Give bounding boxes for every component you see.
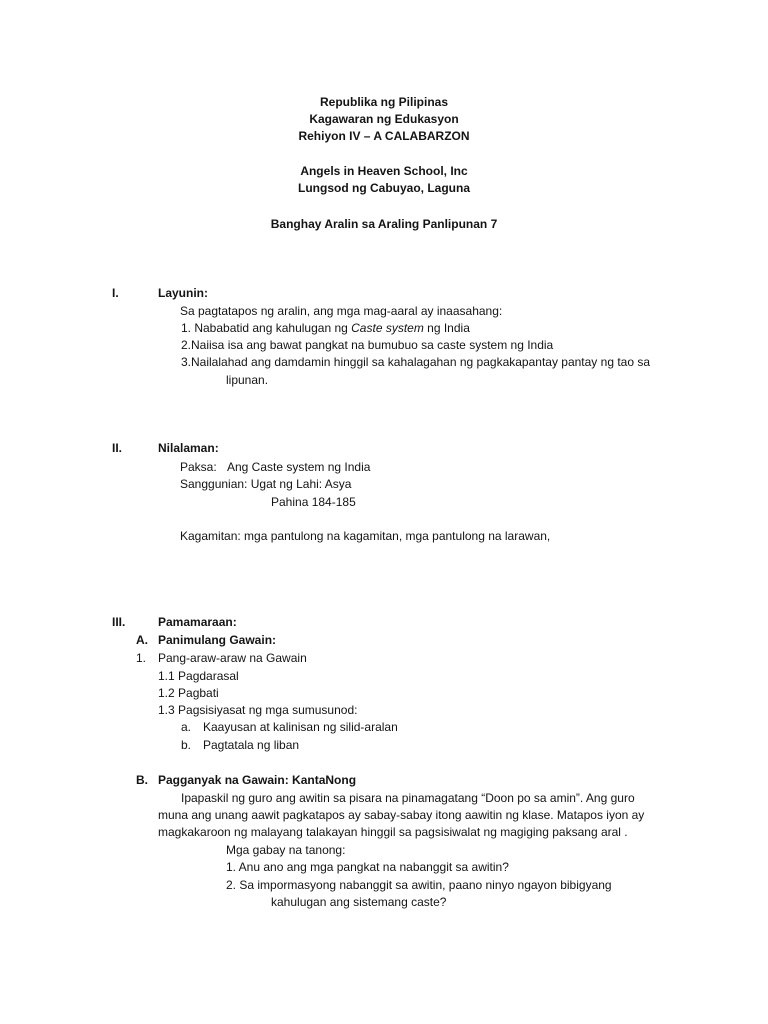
paksa-label: Paksa: xyxy=(180,460,217,474)
section1-numeral: I. xyxy=(112,286,119,300)
section3-numeral: III. xyxy=(112,615,126,629)
objective-3-line1: 3.Nailalahad ang damdamin hinggil sa kahalagahan ng pagkakapantay pantay ng tao sa xyxy=(181,355,651,369)
school-name: Angels in Heaven School, Inc xyxy=(300,164,468,178)
department-line: Kagawaran ng Edukasyon xyxy=(309,112,459,126)
guide-question-2-line2: kahulugan ang sistemang caste? xyxy=(271,895,447,909)
item1-text: Pang-araw-araw na Gawain xyxy=(158,651,307,665)
activity-paragraph-line3: magkakaroon ng malayang talakayan hinggil sa pagsisiwalat ng magiging paksang aral . xyxy=(158,825,628,839)
subitem-1-3: 1.3 Pagsisiyasat ng mga sumusunod: xyxy=(158,703,358,717)
objective-2: 2.Naiisa isa ang bawat pangkat na bumubuo sa caste system ng India xyxy=(181,338,554,352)
part-a-letter: A. xyxy=(136,633,148,647)
sanggunian-line: Sanggunian: Ugat ng Lahi: Asya xyxy=(180,477,352,491)
objective-1-suffix: ng India xyxy=(423,321,470,335)
subitem-b-text: Pagtatala ng liban xyxy=(203,738,300,752)
objectives-intro: Sa pagtatapos ng aralin, ang mga mag-aaral ay inaasahang: xyxy=(180,304,503,318)
section1-heading: Layunin: xyxy=(158,286,208,300)
section2-numeral: II. xyxy=(112,441,123,455)
republic-line: Republika ng Pilipinas xyxy=(319,95,449,109)
guide-questions-label: Mga gabay na tanong: xyxy=(226,843,346,857)
subitem-1-1: 1.1 Pagdarasal xyxy=(158,669,239,683)
objective-1 xyxy=(181,320,470,336)
objective-1-term: Caste system xyxy=(351,321,424,335)
pahina-line: Pahina 184-185 xyxy=(271,495,356,509)
activity-paragraph-line1: Ipapaskil ng guro ang awitin sa pisara na pinamagatang “Doon po sa amin”. Ang guro xyxy=(181,791,635,805)
city-line: Lungsod ng Cabuyao, Laguna xyxy=(298,181,470,195)
subitem-b-letter: b. xyxy=(181,738,192,752)
subitem-1-2: 1.2 Pagbati xyxy=(158,686,219,700)
guide-question-2-line1: 2. Sa impormasyong nabanggit sa awitin, paano ninyo ngayon bibigyang xyxy=(226,878,612,892)
objective-3-line2: lipunan. xyxy=(226,373,269,387)
part-b-letter: B. xyxy=(136,773,148,787)
subitem-a-text: Kaayusan at kalinisan ng silid-aralan xyxy=(203,720,398,734)
guide-question-1: 1. Anu ano ang mga pangkat na nabanggit sa awitin? xyxy=(226,860,509,874)
region-line: Rehiyon IV – A CALABARZON xyxy=(298,129,470,143)
paksa-value: Ang Caste system ng India xyxy=(227,460,371,474)
subitem-a-letter: a. xyxy=(181,720,192,734)
section2-heading: Nilalaman: xyxy=(158,441,219,455)
part-a-heading: Panimulang Gawain: xyxy=(158,633,277,647)
part-b-heading: Pagganyak na Gawain: KantaNong xyxy=(158,773,357,787)
section3-heading: Pamamaraan: xyxy=(158,615,237,629)
kagamitan-line: Kagamitan: mga pantulong na kagamitan, mga pantulong na larawan, xyxy=(180,529,551,543)
plan-title: Banghay Aralin sa Araling Panlipunan 7 xyxy=(270,217,498,231)
activity-paragraph-line2: muna ang unang aawit pagkatapos ay sabay-sabay itong aawitin ng klase. Matapos iyon ay xyxy=(158,808,645,822)
item1-number: 1. xyxy=(136,651,147,665)
objective-1-prefix: 1. Nababatid ang kahulugan ng xyxy=(181,321,352,335)
